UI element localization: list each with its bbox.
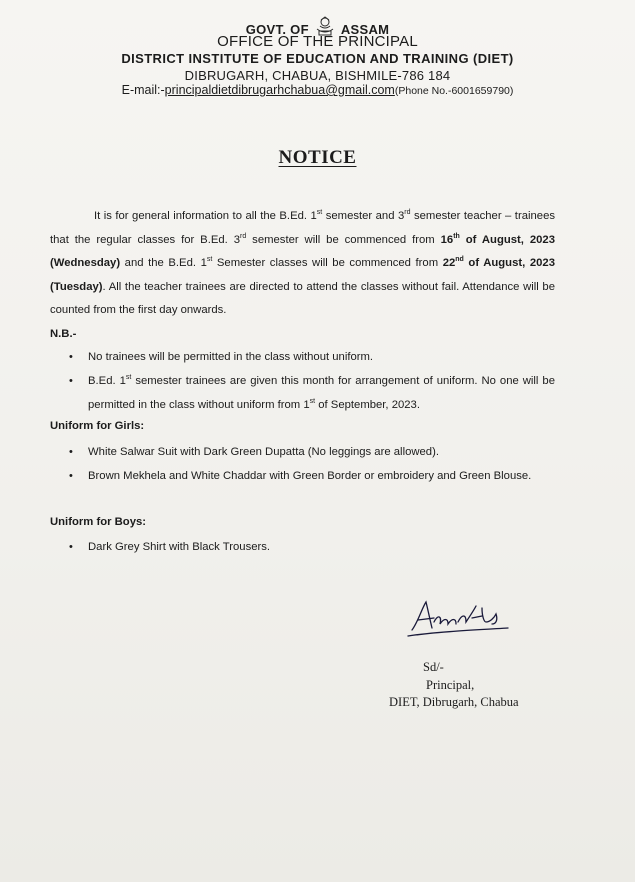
bullet-icon: • <box>69 351 73 363</box>
phone-number: (Phone No.-6001659790) <box>394 85 514 97</box>
govt-right: ASSAM <box>340 22 390 37</box>
girls-item-2: • Brown Mekhela and White Chaddar with Green Border or embroidery and Green Blouse. <box>88 465 555 489</box>
sd-mark: Sd/- <box>423 660 444 674</box>
notice-title: NOTICE <box>278 147 357 168</box>
nb-label: N.B.- <box>50 328 77 340</box>
email-label: E-mail:- <box>121 83 165 97</box>
girls-item-1: • White Salwar Suit with Dark Green Dupatta (No leggings are allowed). <box>88 441 555 465</box>
office-title: OFFICE OF THE PRINCIPAL <box>217 33 418 50</box>
bullet-icon: • <box>69 446 73 458</box>
contact-line <box>0 83 635 97</box>
bullet-icon: • <box>69 541 73 553</box>
principal-signature-icon <box>404 592 510 640</box>
email-link[interactable]: principaldietdibrugarhchabua@gmail.com <box>164 83 395 97</box>
institute-name: DISTRICT INSTITUTE OF EDUCATION AND TRAINING (DIET) <box>121 51 514 66</box>
notice-body: It is for general information to all the B.Ed. 1st semester and 3rd semester teacher – trainees that the regular classes for B.Ed. 3rd semester will be commenced from 16th of August, 2023 (Wednesday) and the B.Ed. 1st Semester classes will be commenced from 22nd of August, 2023 (Tuesday). All the teacher trainees are directed to attend the classes without fail. Attendance will be counted from the first day onwards. <box>50 209 555 316</box>
govt-left: GOVT. OF <box>245 22 309 37</box>
signatory-role: Principal, <box>426 678 475 692</box>
boys-uniform-label: Uniform for Boys: <box>50 516 147 528</box>
girls-uniform-label: Uniform for Girls: <box>50 420 145 432</box>
nb-item-1: • No trainees will be permitted in the class without uniform. <box>88 346 555 370</box>
institute-address: DIBRUGARH, CHABUA, BISHMILE-786 184 <box>184 68 451 83</box>
bullet-icon: • <box>69 470 73 482</box>
bullet-icon: • <box>69 375 73 387</box>
boys-item-1: • Dark Grey Shirt with Black Trousers. <box>88 536 555 560</box>
nb-item-2: • B.Ed. 1st semester trainees are given this month for arrangement of uniform. No one will be permitted in the class without uniform from 1st of September, 2023. <box>88 370 555 417</box>
signatory-place: DIET, Dibrugarh, Chabua <box>389 695 519 709</box>
